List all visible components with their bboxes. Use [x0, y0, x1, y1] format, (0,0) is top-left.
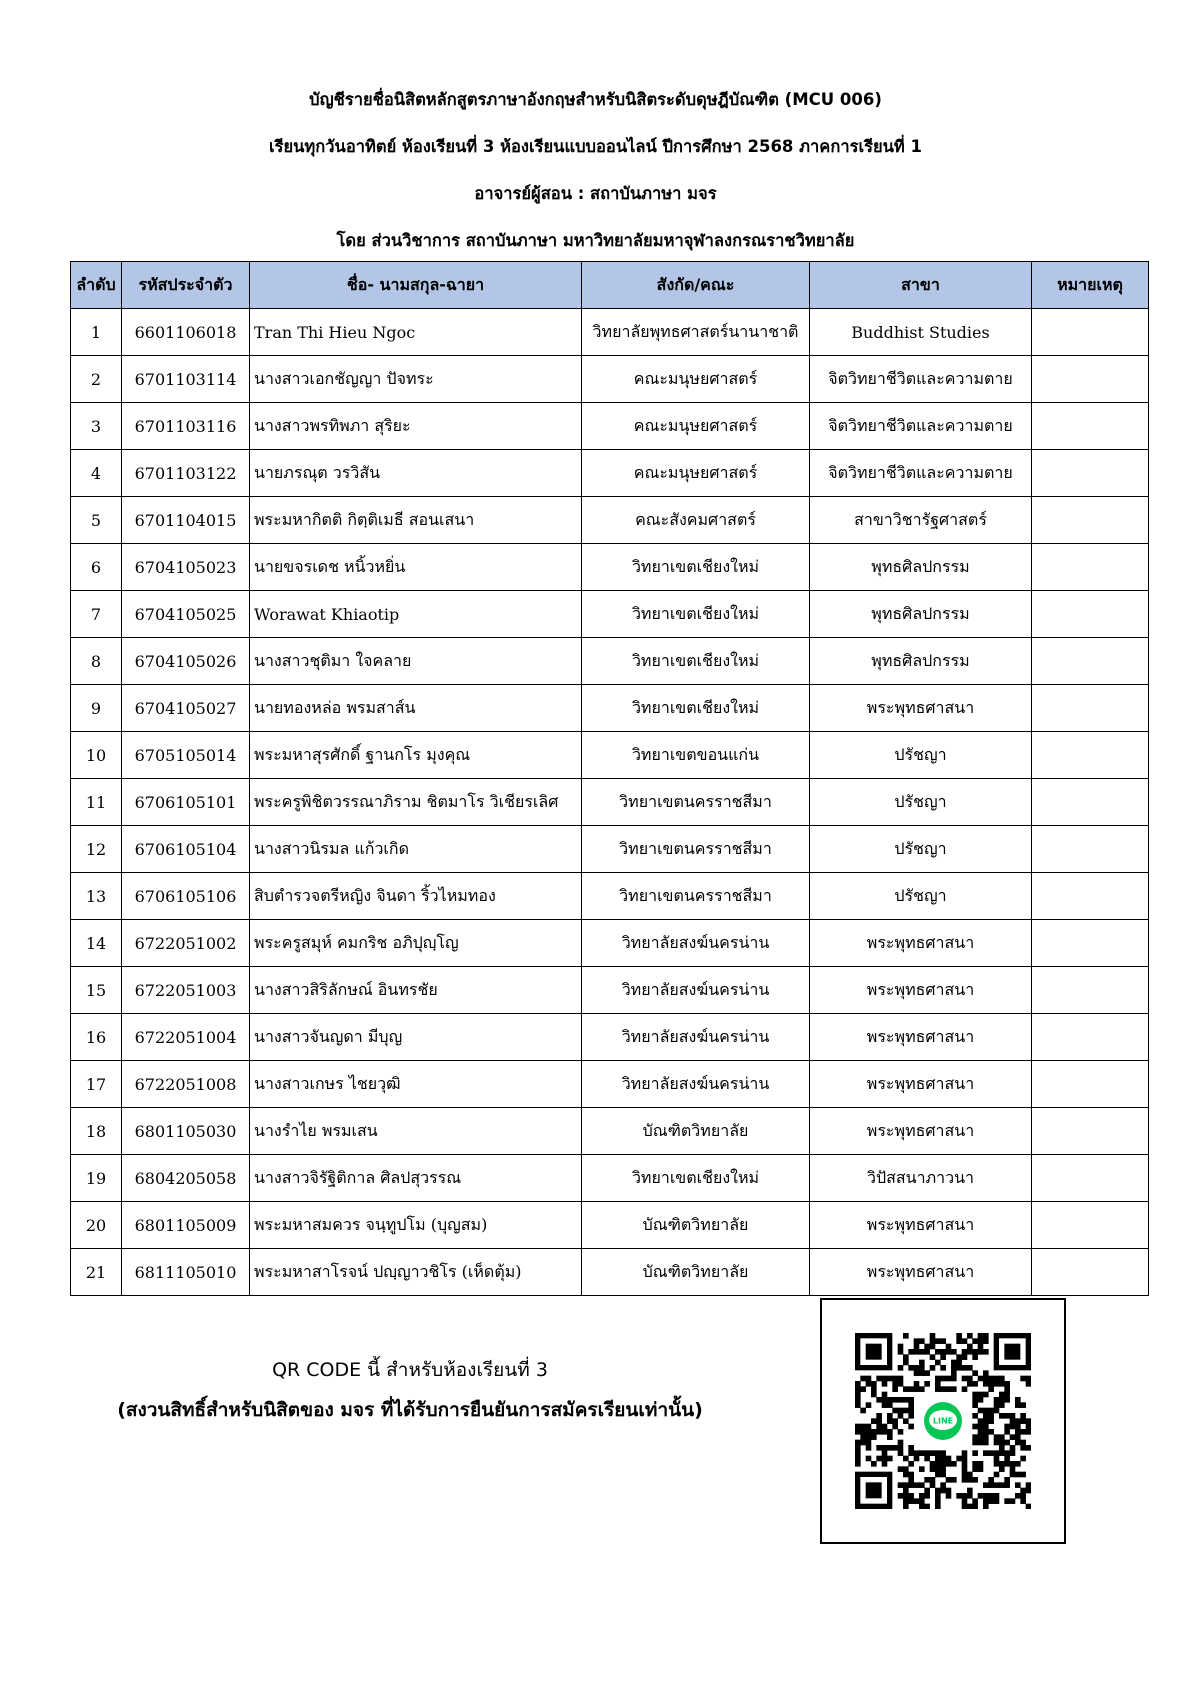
cell-student-id: 6704105026 — [122, 638, 250, 685]
cell-faculty: คณะมนุษยศาสตร์ — [582, 356, 810, 403]
column-header-note: หมายเหตุ — [1032, 262, 1149, 309]
table-row — [71, 403, 1149, 450]
cell-order: 8 — [71, 638, 122, 685]
cell-note — [1032, 873, 1149, 920]
cell-name: นางสาวสิริลักษณ์ อินทรชัย — [250, 967, 582, 1014]
cell-order: 13 — [71, 873, 122, 920]
cell-note — [1032, 591, 1149, 638]
cell-student-id: 6722051008 — [122, 1061, 250, 1108]
cell-name: พระมหาสมควร จนฺทูปโม (บุญสม) — [250, 1202, 582, 1249]
cell-faculty: วิทยาลัยสงฆ์นครน่าน — [582, 1014, 810, 1061]
cell-name: Tran Thi Hieu Ngoc — [250, 309, 582, 356]
cell-student-id: 6704105027 — [122, 685, 250, 732]
cell-faculty: วิทยาลัยสงฆ์นครน่าน — [582, 967, 810, 1014]
cell-major: ปรัชญา — [810, 873, 1032, 920]
cell-order: 16 — [71, 1014, 122, 1061]
cell-faculty: บัณฑิตวิทยาลัย — [582, 1202, 810, 1249]
cell-faculty: วิทยาเขตนครราชสีมา — [582, 826, 810, 873]
cell-note — [1032, 685, 1149, 732]
cell-note — [1032, 732, 1149, 779]
column-header-faculty: สังกัด/คณะ — [582, 262, 810, 309]
qr-code[interactable] — [855, 1333, 1031, 1509]
cell-order: 14 — [71, 920, 122, 967]
table-row — [71, 544, 1149, 591]
cell-faculty: วิทยาเขตเชียงใหม่ — [582, 685, 810, 732]
table-row — [71, 685, 1149, 732]
cell-note — [1032, 356, 1149, 403]
table-row — [71, 873, 1149, 920]
cell-order: 9 — [71, 685, 122, 732]
cell-note — [1032, 779, 1149, 826]
cell-major: ปรัชญา — [810, 732, 1032, 779]
document-header — [0, 76, 1191, 264]
cell-name: พระมหากิตติ กิตฺติเมธี สอนเสนา — [250, 497, 582, 544]
instructor-line: อาจารย์ผู้สอน : สถาบันภาษา มจร — [474, 184, 717, 203]
cell-faculty: วิทยาลัยพุทธศาสตร์นานาชาติ — [582, 309, 810, 356]
cell-major: พระพุทธศาสนา — [810, 967, 1032, 1014]
cell-student-id: 6706105101 — [122, 779, 250, 826]
cell-note — [1032, 826, 1149, 873]
cell-major: จิตวิทยาชีวิตและความตาย — [810, 403, 1032, 450]
cell-note — [1032, 450, 1149, 497]
qr-caption: QR CODE นี้ สำหรับห้องเรียนที่ 3 — [272, 1359, 548, 1381]
cell-note — [1032, 638, 1149, 685]
cell-faculty: วิทยาลัยสงฆ์นครน่าน — [582, 1061, 810, 1108]
cell-student-id: 6801105030 — [122, 1108, 250, 1155]
cell-note — [1032, 1108, 1149, 1155]
cell-student-id: 6705105014 — [122, 732, 250, 779]
student-roster-table — [70, 261, 1149, 1296]
cell-name: นางสาวเกษร ไชยวุฒิ — [250, 1061, 582, 1108]
table-row — [71, 638, 1149, 685]
table-body — [71, 309, 1149, 1296]
qr-note — [100, 1350, 720, 1430]
cell-order: 21 — [71, 1249, 122, 1296]
cell-note — [1032, 920, 1149, 967]
cell-student-id: 6722051004 — [122, 1014, 250, 1061]
cell-student-id: 6804205058 — [122, 1155, 250, 1202]
cell-note — [1032, 1202, 1149, 1249]
cell-name: นางสาวนิรมล แก้วเกิด — [250, 826, 582, 873]
cell-student-id: 6722051003 — [122, 967, 250, 1014]
cell-major: พุทธศิลปกรรม — [810, 544, 1032, 591]
cell-name: นางสาวเอกชัญญา ปัจทระ — [250, 356, 582, 403]
cell-name: พระครูสมุห์ คมกริช อภิปุญฺโญ — [250, 920, 582, 967]
cell-faculty: วิทยาเขตเชียงใหม่ — [582, 591, 810, 638]
cell-note — [1032, 544, 1149, 591]
cell-order: 4 — [71, 450, 122, 497]
table-row — [71, 732, 1149, 779]
table-row — [71, 779, 1149, 826]
cell-student-id: 6801105009 — [122, 1202, 250, 1249]
cell-note — [1032, 1014, 1149, 1061]
cell-order: 20 — [71, 1202, 122, 1249]
cell-major: จิตวิทยาชีวิตและความตาย — [810, 450, 1032, 497]
cell-faculty: วิทยาเขตนครราชสีมา — [582, 873, 810, 920]
table-row — [71, 309, 1149, 356]
cell-student-id: 6704105025 — [122, 591, 250, 638]
cell-faculty: คณะสังคมศาสตร์ — [582, 497, 810, 544]
cell-major: พระพุทธศาสนา — [810, 1202, 1032, 1249]
column-header-student-id: รหัสประจำตัว — [122, 262, 250, 309]
cell-name: นายภรณุต วรวิสัน — [250, 450, 582, 497]
cell-note — [1032, 403, 1149, 450]
cell-note — [1032, 1155, 1149, 1202]
cell-order: 18 — [71, 1108, 122, 1155]
cell-major: พระพุทธศาสนา — [810, 1014, 1032, 1061]
column-header-major: สาขา — [810, 262, 1032, 309]
cell-name: พระมหาสาโรจน์ ปญฺญาวชิโร (เห็ดตุ้ม) — [250, 1249, 582, 1296]
cell-major: พระพุทธศาสนา — [810, 1108, 1032, 1155]
cell-order: 1 — [71, 309, 122, 356]
cell-name: นายขจรเดช หนิ้วหยิ่น — [250, 544, 582, 591]
cell-major: พระพุทธศาสนา — [810, 685, 1032, 732]
cell-note — [1032, 309, 1149, 356]
class-schedule-line: เรียนทุกวันอาทิตย์ ห้องเรียนที่ 3 ห้องเรียนแบบออนไลน์ ปีการศึกษา 2568 ภาคการเรียนที่ 1 — [268, 137, 923, 156]
cell-note — [1032, 497, 1149, 544]
cell-faculty: บัณฑิตวิทยาลัย — [582, 1108, 810, 1155]
cell-name: สิบตำรวจตรีหญิง จินดา ริ้วไหมทอง — [250, 873, 582, 920]
cell-faculty: คณะมนุษยศาสตร์ — [582, 450, 810, 497]
cell-student-id: 6811105010 — [122, 1249, 250, 1296]
cell-major: สาขาวิชารัฐศาสตร์ — [810, 497, 1032, 544]
cell-student-id: 6701103116 — [122, 403, 250, 450]
cell-faculty: วิทยาเขตขอนแก่น — [582, 732, 810, 779]
table-row — [71, 920, 1149, 967]
qr-finder-top-left — [855, 1333, 892, 1370]
table-row — [71, 967, 1149, 1014]
cell-student-id: 6701103122 — [122, 450, 250, 497]
cell-faculty: วิทยาเขตเชียงใหม่ — [582, 638, 810, 685]
cell-faculty: คณะมนุษยศาสตร์ — [582, 403, 810, 450]
cell-student-id: 6706105104 — [122, 826, 250, 873]
qr-code-frame — [820, 1298, 1066, 1544]
cell-name: นางสาวชุติมา ใจคลาย — [250, 638, 582, 685]
cell-note — [1032, 1061, 1149, 1108]
table-row — [71, 1249, 1149, 1296]
qr-subcaption: (สงวนสิทธิ์สำหรับนิสิตของ มจร ที่ได้รับการยืนยันการสมัครเรียนเท่านั้น) — [117, 1399, 703, 1421]
organizer-line: โดย ส่วนวิชาการ สถาบันภาษา มหาวิทยาลัยมหาจุฬาลงกรณราชวิทยาลัย — [336, 231, 855, 250]
cell-name: พระครูพิชิตวรรณาภิราม ชิตมาโร วิเชียรเลิศ — [250, 779, 582, 826]
cell-order: 15 — [71, 967, 122, 1014]
cell-major: พุทธศิลปกรรม — [810, 638, 1032, 685]
cell-student-id: 6701103114 — [122, 356, 250, 403]
cell-major: พระพุทธศาสนา — [810, 1249, 1032, 1296]
cell-order: 5 — [71, 497, 122, 544]
cell-major: ปรัชญา — [810, 826, 1032, 873]
cell-name: พระมหาสุรศักดิ์ ฐานกโร มุงคุณ — [250, 732, 582, 779]
cell-student-id: 6701104015 — [122, 497, 250, 544]
table-row — [71, 1061, 1149, 1108]
table-row — [71, 356, 1149, 403]
cell-major: วิปัสสนาภาวนา — [810, 1155, 1032, 1202]
cell-name: นางสาวพรทิพภา สุริยะ — [250, 403, 582, 450]
cell-student-id: 6706105106 — [122, 873, 250, 920]
cell-name: นางสาวจิรัฐิติกาล ศิลปสุวรรณ — [250, 1155, 582, 1202]
cell-faculty: บัณฑิตวิทยาลัย — [582, 1249, 810, 1296]
cell-note — [1032, 1249, 1149, 1296]
cell-name: Worawat Khiaotip — [250, 591, 582, 638]
cell-major: Buddhist Studies — [810, 309, 1032, 356]
cell-major: ปรัชญา — [810, 779, 1032, 826]
cell-major: พระพุทธศาสนา — [810, 920, 1032, 967]
table-row — [71, 591, 1149, 638]
cell-order: 3 — [71, 403, 122, 450]
table-row — [71, 1014, 1149, 1061]
cell-order: 19 — [71, 1155, 122, 1202]
cell-student-id: 6704105023 — [122, 544, 250, 591]
cell-order: 11 — [71, 779, 122, 826]
cell-major: พุทธศิลปกรรม — [810, 591, 1032, 638]
column-header-order: ลำดับ — [71, 262, 122, 309]
cell-major: พระพุทธศาสนา — [810, 1061, 1032, 1108]
cell-faculty: วิทยาเขตเชียงใหม่ — [582, 1155, 810, 1202]
cell-order: 2 — [71, 356, 122, 403]
cell-name: นางรำไย พรมเสน — [250, 1108, 582, 1155]
cell-student-id: 6722051002 — [122, 920, 250, 967]
table-row — [71, 826, 1149, 873]
table-header-row — [71, 262, 1149, 309]
cell-order: 7 — [71, 591, 122, 638]
cell-major: จิตวิทยาชีวิตและความตาย — [810, 356, 1032, 403]
cell-order: 17 — [71, 1061, 122, 1108]
table-row — [71, 497, 1149, 544]
cell-order: 6 — [71, 544, 122, 591]
document-title: บัญชีรายชื่อนิสิตหลักสูตรภาษาอังกฤษสำหรับนิสิตระดับดุษฎีบัณฑิต (MCU 006) — [309, 90, 882, 109]
cell-order: 10 — [71, 732, 122, 779]
table-row — [71, 1155, 1149, 1202]
table-row — [71, 1202, 1149, 1249]
line-logo-icon — [921, 1399, 965, 1443]
table-row — [71, 450, 1149, 497]
qr-finder-top-right — [994, 1333, 1031, 1370]
cell-name: นางสาวจันญดา มีบุญ — [250, 1014, 582, 1061]
cell-name: นายทองหล่อ พรมสาส์น — [250, 685, 582, 732]
svg-text:LINE: LINE — [932, 1416, 954, 1426]
qr-finder-bottom-left — [855, 1472, 892, 1509]
cell-student-id: 6601106018 — [122, 309, 250, 356]
cell-order: 12 — [71, 826, 122, 873]
column-header-name: ชื่อ- นามสกุล-ฉายา — [250, 262, 582, 309]
cell-faculty: วิทยาลัยสงฆ์นครน่าน — [582, 920, 810, 967]
cell-faculty: วิทยาเขตเชียงใหม่ — [582, 544, 810, 591]
cell-faculty: วิทยาเขตนครราชสีมา — [582, 779, 810, 826]
cell-note — [1032, 967, 1149, 1014]
table-row — [71, 1108, 1149, 1155]
